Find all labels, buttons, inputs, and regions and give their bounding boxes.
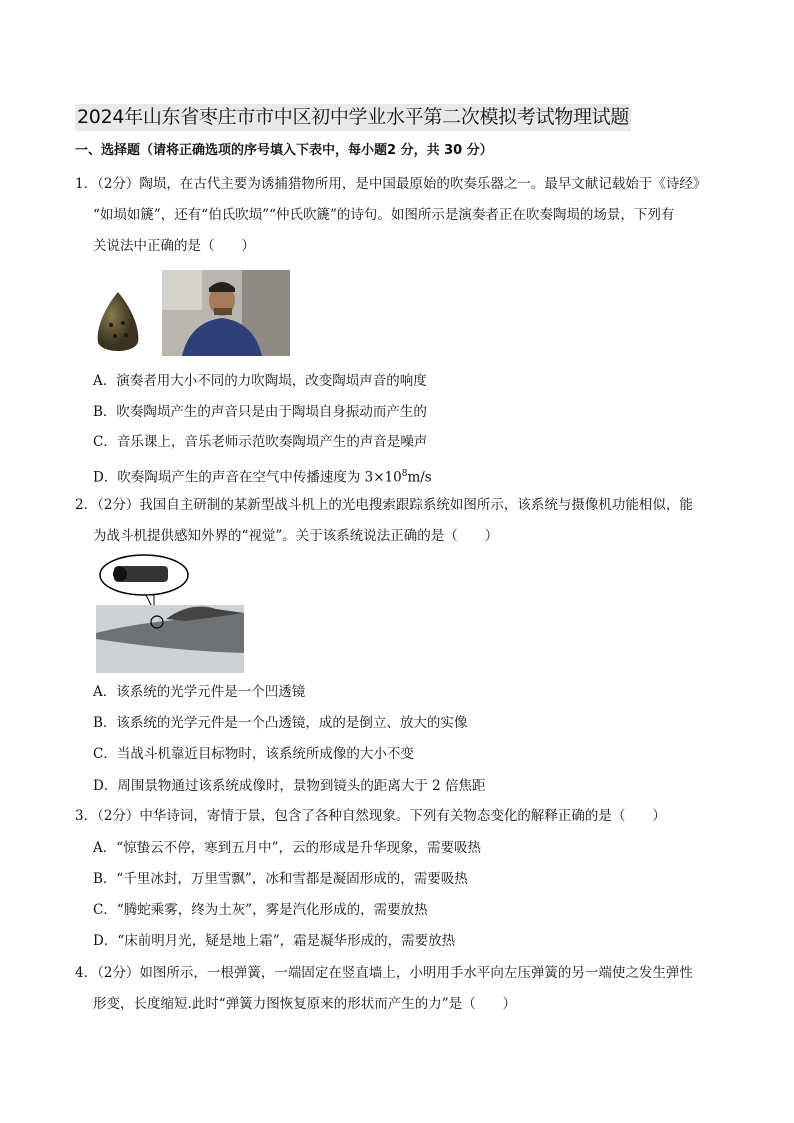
q4-stem: 形变，长度缩短.此时“弹簧力图恢复原来的形状而产生的力”是（ ）	[93, 996, 517, 1012]
q3-option-d: D．“床前明月光，疑是地上霜”，霜是凝华形成的，需要放热	[93, 933, 456, 949]
q2-stem: 2．（2分）我国自主研制的某新型战斗机上的光电搜索跟踪系统如图所示，该系统与摄像机功能相似，能	[75, 497, 693, 513]
q1-stem: “如埙如篪”，还有“伯氏吹埙”“仲氏吹篪”的诗句。如图所示是演奏者正在吹奏陶埙的场景，下列有	[93, 207, 675, 223]
q2-option-c: C．当战斗机靠近目标物时，该系统所成像的大小不变	[93, 746, 414, 762]
q3-option-a: A．“惊蛰云不停，寒到五月中”，云的形成是升华现象，需要吸热	[93, 840, 482, 856]
q2-option-b: B．该系统的光学元件是一个凸透镜，成的是倒立、放大的实像	[93, 715, 468, 731]
q2-option-a: A．该系统的光学元件是一个凹透镜	[93, 684, 306, 700]
q4-stem: 4．（2分）如图所示，一根弹簧，一端固定在竖直墙上，小明用手水平向左压弹簧的另一端使之发生弹性	[75, 965, 693, 981]
q1-option-d-text: D．吹奏陶埙产生的声音在空气中传播速度为 3×10	[93, 469, 402, 486]
q3-stem: 3．（2分）中华诗词，寄情于景，包含了各种自然现象。下列有关物态变化的解释正确的是（ ）	[75, 808, 666, 824]
unit: m/s	[407, 469, 432, 486]
performer-photo	[162, 270, 290, 356]
q1-option-c: C．音乐课上，音乐老师示范吹奏陶埙产生的声音是噪声	[93, 434, 428, 450]
q1-stem: 1．（2分）陶埙，在古代主要为诱捕猎物所用，是中国最原始的吹奏乐器之一。最早文献记载始于《诗经》	[75, 176, 707, 192]
q1-option-b: B．吹奏陶埙产生的声音只是由于陶埙自身振动而产生的	[93, 404, 427, 420]
q1-stem: 关说法中正确的是（ ）	[93, 238, 255, 254]
q2-stem: 为战斗机提供感知外界的“视觉”。关于该系统说法正确的是（ ）	[93, 528, 499, 544]
fighter-jet-image	[96, 553, 244, 673]
q3-option-b: B．“千里冰封，万里雪飘”，冰和雪都是凝固形成的，需要吸热	[93, 871, 468, 887]
q1-option-a: A．演奏者用大小不同的力吹陶埙，改变陶埙声音的响度	[93, 373, 427, 389]
q2-option-d: D．周围景物通过该系统成像时，景物到镜头的距离大于 2 倍焦距	[93, 778, 486, 794]
q3-option-c: C．“腾蛇乘雾，终为土灰”，雾是汽化形成的，需要放热	[93, 902, 428, 918]
page-title: 2024年山东省枣庄市市中区初中学业水平第二次模拟考试物理试题	[75, 104, 631, 131]
ocarina-image	[93, 290, 143, 356]
section-heading: 一、选择题（请将正确选项的序号填入下表中，每小题2 分，共 30 分）	[75, 143, 493, 158]
exponent: 8	[401, 469, 408, 479]
q1-option-d	[93, 465, 432, 487]
